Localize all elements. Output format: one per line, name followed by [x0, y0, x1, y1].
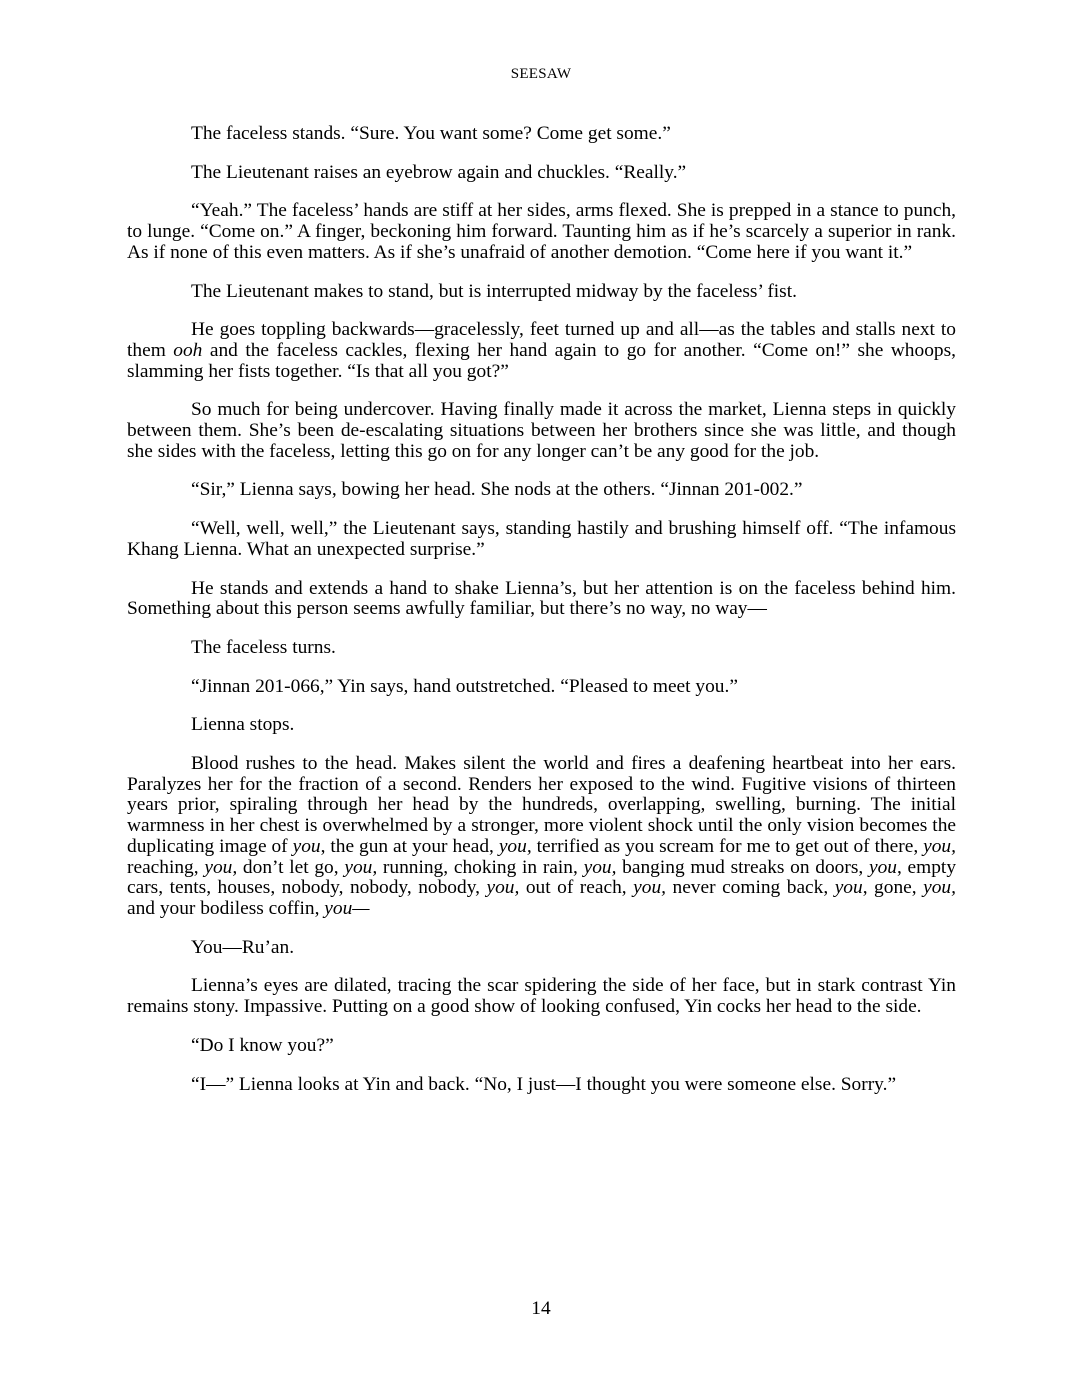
italic-text-run: you, — [344, 856, 378, 878]
text-run: You—Ru’an. — [191, 936, 295, 958]
text-run: “Do I know you?” — [191, 1034, 334, 1056]
text-run: Blood rushes to the head. Makes silent the world and fires a deafening heartbeat into her ears. Paralyzes her for the fraction of a second. Renders her exposed to the wind. Fugitive visions of thirteen years prior, spiraling through her head by the hundreds, overlapping, swelling, burning. The initial warmness in her chest is overwhelmed by a stronger, more violent shock until the only vision becomes the duplicating image of — [127, 753, 956, 857]
text-run: Lienna stops. — [191, 714, 295, 736]
paragraph — [127, 282, 956, 303]
text-run: The faceless stands. “Sure. You want some? Come get some.” — [191, 123, 671, 144]
paragraph — [127, 715, 956, 736]
text-run: banging mud streaks on doors, — [616, 856, 869, 878]
text-run: “Sir,” Lienna says, bowing her head. She nods at the others. “Jinnan 201-002.” — [191, 479, 803, 501]
text-run: So much for being undercover. Having finally made it across the market, Lienna steps in quickly between them. She’s been de-escalating situations between her brothers since she was little, and though she sides with the faceless, letting this go on for any longer can’t be any good for the job. — [127, 399, 956, 462]
text-run: “Jinnan 201-066,” Yin says, hand outstretched. “Pleased to meet you.” — [191, 675, 738, 697]
text-run: , the gun at your head, — [320, 835, 499, 857]
text-run: The faceless turns. — [191, 636, 336, 658]
running-header: SEESAW — [510, 66, 572, 82]
italic-text-run: you — [292, 835, 321, 857]
text-run: He stands and extends a hand to shake Lienna’s, but her attention is on the faceless behind him. Something about this person seems awfully familiar, but there’s no way, no way— — [127, 577, 956, 620]
italic-text-run: you, — [583, 856, 617, 878]
italic-text-run: you, — [923, 835, 956, 857]
text-run: running, choking in rain, — [377, 856, 584, 878]
italic-text-run: you, — [498, 835, 532, 857]
paragraph — [127, 400, 956, 462]
paragraph — [127, 1075, 956, 1096]
paragraph — [127, 677, 956, 698]
italic-text-run: you, — [923, 877, 956, 899]
italic-text-run: you, — [204, 856, 238, 878]
text-run: “Yeah.” The faceless’ hands are stiff at her sides, arms flexed. She is prepped in a stance to punch, to lunge. “Come on.” A finger, beckoning him forward. Taunting him as if he’s scarcely a superior in rank. As if none of this even matters. As if she’s unafraid of another demotion. “Come here if you want it.” — [127, 200, 956, 263]
text-run: and the faceless cackles, flexing her hand again to go for another. “Come on!” she whoops, slamming her fists together. “Is that all you got?” — [127, 339, 956, 382]
text-run: , gone, — [862, 877, 924, 899]
paragraph — [127, 976, 956, 1017]
paragraph — [127, 320, 956, 382]
text-run: out of reach, — [519, 877, 634, 899]
italic-text-run: you, — [486, 877, 520, 899]
text-run: don’t let go, — [237, 856, 345, 878]
paragraph — [127, 124, 956, 145]
text-run: reaching, — [127, 856, 205, 878]
paragraph — [127, 480, 956, 501]
text-run: The Lieutenant raises an eyebrow again and chuckles. “Really.” — [191, 161, 687, 183]
body-text — [127, 124, 956, 1113]
paragraph — [127, 579, 956, 620]
text-run: Lienna’s eyes are dilated, tracing the scar spidering the side of her face, but in stark contrast Yin remains stony. Impassive. Putting on a good show of looking confused, Yin cocks her head to the side. — [127, 975, 956, 1018]
italic-text-run: you— — [324, 897, 370, 919]
text-run: never coming back, — [666, 877, 835, 899]
paragraph — [127, 163, 956, 184]
paragraph — [127, 938, 956, 959]
text-run: The Lieutenant makes to stand, but is interrupted midway by the faceless’ fist. — [191, 280, 797, 302]
page-number: 14 — [531, 1298, 551, 1319]
italic-text-run: ooh — [173, 339, 203, 361]
italic-text-run: you — [834, 877, 863, 899]
text-run: “I—” Lienna looks at Yin and back. “No, I just—I thought you were someone else. Sorry.” — [191, 1073, 897, 1095]
paragraph — [127, 638, 956, 659]
text-run: terrified as you scream for me to get out of there, — [531, 835, 924, 857]
text-run: “Well, well, well,” the Lieutenant says, standing hastily and brushing himself off. “The infamous Khang Lienna. What an unexpected surprise.” — [127, 518, 956, 560]
italic-text-run: you — [868, 856, 897, 878]
paragraph — [127, 201, 956, 263]
italic-text-run: you, — [633, 877, 666, 899]
paragraph — [127, 1036, 956, 1057]
text-run: , empty cars, tents, houses, nobody, nobody, nobody, — [127, 856, 957, 899]
paragraph — [127, 754, 956, 920]
paragraph — [127, 519, 956, 560]
text-run: He goes toppling backwards—gracelessly, feet turned up and all—as the tables and stalls next to them — [127, 319, 956, 361]
text-run: and your bodiless coffin, — [127, 897, 325, 919]
